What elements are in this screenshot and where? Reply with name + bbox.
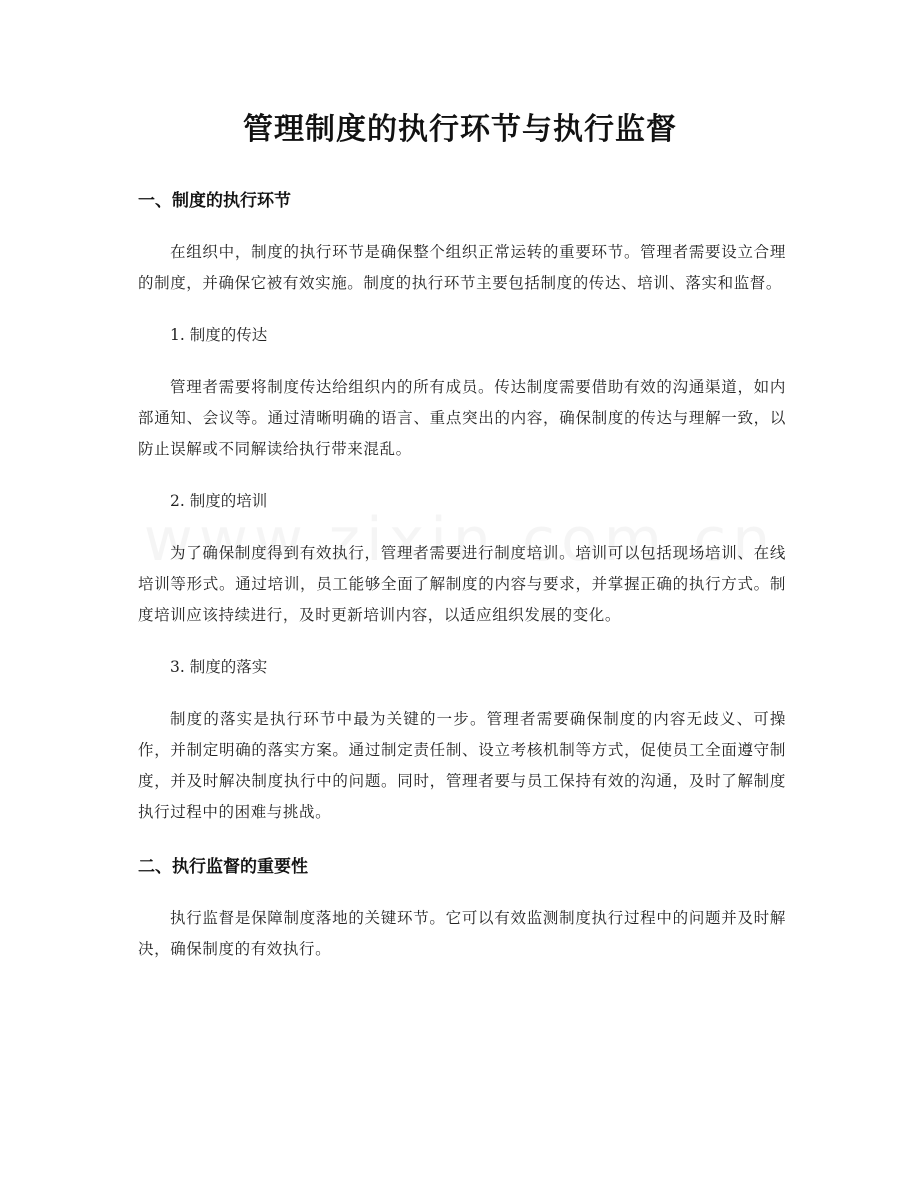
- subsection-label-1: 1. 制度的传达: [170, 326, 268, 344]
- subsection-label-3: 3. 制度的落实: [170, 658, 268, 676]
- document-title: 管理制度的执行环节与执行监督: [243, 112, 677, 147]
- subsection-text-1: 管理者需要将制度传达给组织内的所有成员。传达制度需要借助有效的沟通渠道，如内部通知、会议等。通过清晰明确的语言、重点突出的内容，确保制度的传达与理解一致，以防止误解或不同解读给执行带来混乱。: [138, 378, 786, 458]
- section-heading-2: 二、执行监督的重要性: [138, 857, 308, 877]
- section-2-intro: 执行监督是保障制度落地的关键环节。它可以有效监测制度执行过程中的问题并及时解决，确保制度的有效执行。: [138, 909, 786, 958]
- document-body: [138, 183, 786, 986]
- subsection-text-3: 制度的落实是执行环节中最为关键的一步。管理者需要确保制度的内容无歧义、可操作，并制定明确的落实方案。通过制定责任制、设立考核机制等方式，促使员工全面遵守制度，并及时解决制度执行中的问题。同时，管理者要与员工保持有效的沟通，及时了解制度执行过程中的困难与挑战。: [138, 710, 786, 821]
- subsection-text-2: 为了确保制度得到有效执行，管理者需要进行制度培训。培训可以包括现场培训、在线培训等形式。通过培训，员工能够全面了解制度的内容与要求，并掌握正确的执行方式。制度培训应该持续进行，及时更新培训内容，以适应组织发展的变化。: [138, 544, 786, 624]
- subsection-label-2: 2. 制度的培训: [170, 492, 268, 510]
- section-heading-1: 一、制度的执行环节: [138, 191, 291, 211]
- section-1-intro: 在组织中，制度的执行环节是确保整个组织正常运转的重要环节。管理者需要设立合理的制度，并确保它被有效实施。制度的执行环节主要包括制度的传达、培训、落实和监督。: [138, 243, 786, 292]
